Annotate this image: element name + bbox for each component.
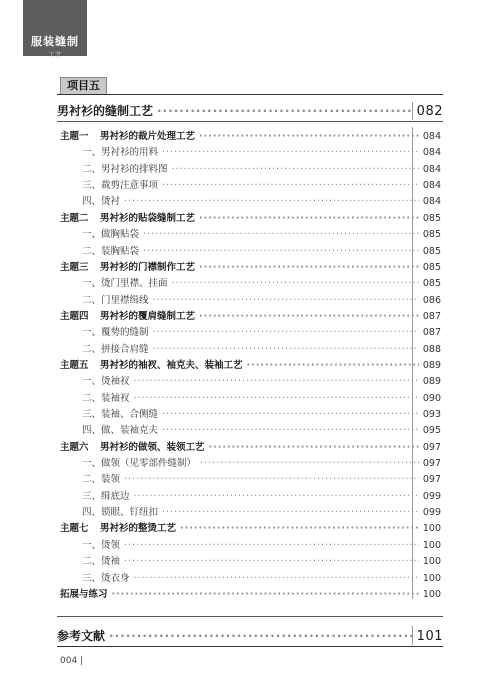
toc-entry-label: [82, 292, 149, 306]
toc-topic-entry[interactable]: [60, 259, 441, 273]
toc-entry-label: [82, 226, 139, 240]
toc-entry-page: 085: [422, 245, 441, 257]
leader-dots: [109, 629, 413, 643]
leader-dots: [199, 213, 419, 224]
toc-entry-text: 男衬衫的整烫工艺: [100, 523, 177, 535]
toc-entry-text: 二、男衬衫的排料图: [82, 163, 168, 175]
toc-topic-entry[interactable]: [60, 308, 441, 322]
toc-entry-text: 男衬衫的裁片处理工艺: [100, 131, 196, 142]
toc-entry-label: [82, 488, 130, 502]
toc-entry-page: 087: [422, 327, 441, 339]
toc-entry-label: [82, 193, 120, 207]
toc-sub-entry[interactable]: [82, 177, 441, 191]
toc-sub-entry[interactable]: [82, 243, 441, 257]
toc-entry-text: 二、拼接合肩缝: [82, 343, 149, 355]
toc-entry-label: [60, 357, 243, 371]
toc-entry-page: 097: [422, 474, 441, 486]
toc-topic-number: 主题一: [60, 131, 89, 142]
toc-entry-page: 099: [422, 507, 441, 519]
toc-topic-entry[interactable]: [60, 586, 441, 600]
page-column-separator: [412, 127, 413, 599]
toc-entry-text: 男衬衫的门襟制作工艺: [100, 261, 196, 273]
toc-entry-label: [82, 537, 120, 551]
leader-dots: [134, 393, 419, 404]
toc-entry-page: 084: [422, 196, 441, 208]
toc-entry-label: [82, 504, 158, 518]
toc-entry-label: [82, 455, 196, 469]
toc-entry-text: 一、做胸贴袋: [82, 229, 140, 241]
toc-topic-number: 主题五: [60, 359, 89, 371]
toc-entry-label: [82, 144, 158, 158]
leader-dots: [199, 311, 419, 322]
header-title: 服装缝制: [31, 35, 79, 48]
toc-entry-text: 四、锁眼、钉纽扣: [82, 507, 159, 519]
toc-entry-page: 085: [422, 261, 441, 273]
toc-entry-text: 二、烫袖: [82, 556, 121, 568]
leader-dots: [199, 131, 419, 142]
toc-sub-entry[interactable]: [82, 570, 441, 584]
divider: [57, 121, 443, 122]
toc-entry-text: 一、烫领: [82, 539, 121, 551]
toc-topic-number: 主题四: [60, 310, 89, 322]
leader-dots: [162, 409, 419, 420]
toc-topic-entry[interactable]: [60, 210, 441, 224]
toc-entry-text: 四、做、装袖克夫: [82, 425, 159, 437]
toc-entry-label: [60, 520, 176, 534]
toc-entry-page: 097: [422, 458, 441, 469]
leader-dots: [180, 523, 419, 534]
leader-dots: [124, 474, 419, 485]
toc-sub-entry[interactable]: [82, 553, 441, 567]
toc-sub-entry[interactable]: [82, 422, 441, 436]
leader-dots: [209, 442, 419, 453]
toc-entry-label: [82, 390, 130, 404]
page-column-separator: [412, 102, 413, 120]
leader-dots: [162, 507, 419, 518]
toc-main-label: 男衬衫的缝制工艺: [57, 104, 154, 118]
toc-entry-page: 089: [422, 376, 441, 388]
toc-main-label: 参考文献: [57, 629, 106, 643]
toc-entry-label: [82, 471, 120, 485]
leader-dots: [199, 262, 419, 273]
bottom-rule: [57, 646, 443, 647]
toc-entry-label: [82, 177, 158, 191]
leader-dots: [124, 196, 419, 207]
toc-entry-page: 090: [422, 392, 441, 404]
leader-dots: [143, 229, 419, 240]
toc-entry-label: [60, 259, 195, 273]
project-rule: [57, 94, 443, 95]
toc-entry-label: [82, 341, 149, 355]
toc-sub-entry[interactable]: [82, 144, 441, 158]
leader-dots: [172, 164, 419, 175]
toc-main-page: 101: [416, 629, 443, 644]
toc-entry-page: 084: [422, 147, 441, 159]
toc-entry-page: 100: [422, 556, 441, 568]
toc-entry-label: [60, 210, 195, 224]
toc-entry-page: 093: [422, 409, 441, 420]
toc-topic-entry[interactable]: [60, 128, 441, 142]
toc-entry-page: 084: [422, 163, 441, 175]
toc-entry-label: [82, 553, 120, 567]
leader-dots: [124, 556, 419, 567]
toc-entry-page: 087: [422, 310, 441, 322]
toc-entry-label: [82, 422, 158, 436]
toc-sub-entry[interactable]: [82, 226, 441, 240]
toc-topic-entry[interactable]: [60, 357, 441, 371]
toc-entry-text: 二、门里襟缉线: [82, 294, 149, 306]
toc-entry-label: [60, 586, 108, 600]
toc-sub-entry[interactable]: [82, 275, 441, 289]
leader-dots: [200, 458, 419, 469]
leader-dots: [134, 376, 419, 387]
toc-entry-text: 二、装袖衩: [82, 392, 130, 404]
page-number: 004 |: [60, 656, 84, 666]
leader-dots: [124, 540, 419, 551]
leader-dots: [153, 295, 419, 306]
toc-topic-entry[interactable]: [60, 520, 441, 534]
toc-entry-label: [82, 324, 149, 338]
toc-entry-page: 097: [422, 441, 441, 453]
toc-entry-page: 084: [422, 131, 441, 142]
toc-entry-text: 一、烫袖衩: [82, 376, 130, 388]
page-column-separator: [412, 626, 413, 645]
toc-entry-page: 085: [422, 212, 441, 224]
leader-dots: [112, 589, 419, 600]
toc-entry-text: 男衬衫的贴袋缝制工艺: [100, 212, 196, 224]
toc-entry-text: 一、做领（见零部件缝制）: [82, 458, 197, 469]
leader-dots: [162, 180, 419, 191]
toc-entry-text: 男衬衫的覆肩缝制工艺: [100, 310, 196, 322]
toc-entry-text: 四、烫衬: [82, 196, 121, 208]
toc-entry-text: 拓展与练习: [60, 588, 108, 600]
leader-dots: [162, 425, 419, 436]
toc-entry-page: 100: [422, 539, 441, 551]
toc-entry-text: 一、男衬衫的用料: [82, 147, 159, 159]
toc-entry-page: 085: [422, 229, 441, 241]
toc-entry-page: 100: [422, 572, 441, 584]
leader-dots: [247, 360, 419, 371]
toc-entry-text: 男衬衫的做领、装领工艺: [100, 441, 205, 453]
toc-entry-label: [60, 439, 205, 453]
toc-entry-page: 100: [422, 523, 441, 535]
toc-topic-entry[interactable]: [60, 439, 441, 453]
header-tab: [23, 0, 87, 59]
toc-entry-page: 095: [422, 425, 441, 437]
leader-dots: [153, 327, 419, 338]
toc-entry-page: 086: [422, 294, 441, 306]
toc-entry-label: [82, 161, 168, 175]
toc-main-entry[interactable]: [57, 102, 443, 119]
toc-entry-page: 088: [422, 343, 441, 355]
toc-sub-entry[interactable]: [82, 341, 441, 355]
toc-sub-entry[interactable]: [82, 455, 441, 469]
toc-topic-number: 主题六: [60, 441, 89, 453]
toc-main-page: 082: [416, 104, 443, 119]
toc-sub-entry[interactable]: [82, 471, 441, 485]
toc-entry-label: [82, 243, 139, 257]
toc-entry-page: 084: [422, 180, 441, 192]
project-label: 项目五: [60, 77, 107, 95]
toc-sub-entry[interactable]: [82, 488, 441, 502]
header-subtitle: 工艺: [48, 51, 62, 59]
divider: [57, 616, 443, 617]
toc-topic-number: 主题二: [60, 212, 89, 224]
toc-sub-entry[interactable]: [82, 504, 441, 518]
toc-sub-entry[interactable]: [82, 373, 441, 387]
leader-dots: [153, 344, 419, 355]
toc-entry-label: [60, 128, 195, 142]
toc-entry-text: 三、裁剪注意事项: [82, 180, 159, 192]
toc-entry-label: [82, 570, 130, 584]
toc-sub-entry[interactable]: [82, 161, 441, 175]
toc-entry-page: 099: [422, 490, 441, 502]
toc-entry-page: 100: [422, 588, 441, 600]
toc-entry-page: 089: [422, 359, 441, 371]
toc-entry-text: 二、装胸贴袋: [82, 245, 140, 257]
toc-entry-label: [82, 373, 130, 387]
toc-entry-label: [82, 275, 168, 289]
toc-entry-page: 085: [422, 278, 441, 290]
toc-sub-entry[interactable]: [82, 390, 441, 404]
toc-sub-entry[interactable]: [82, 406, 441, 420]
leader-dots: [157, 104, 413, 118]
toc-sub-entry[interactable]: [82, 193, 441, 207]
toc-topic-number: 主题七: [60, 523, 89, 535]
toc-entry-text: 二、装领: [82, 474, 121, 486]
toc-main-entry[interactable]: [57, 627, 443, 644]
leader-dots: [134, 573, 419, 584]
toc-entry-text: 三、装袖、合侧缝: [82, 409, 159, 420]
leader-dots: [143, 246, 419, 257]
toc-entry-label: [60, 308, 195, 322]
toc-entry-text: 男衬衫的袖衩、袖克夫、装袖工艺: [100, 359, 243, 371]
toc-sub-entry[interactable]: [82, 537, 441, 551]
toc-topic-number: 主题三: [60, 261, 89, 273]
toc-entry-text: 一、覆势的缝制: [82, 327, 149, 339]
toc-sub-entry[interactable]: [82, 324, 441, 338]
toc-entry-label: [82, 406, 158, 420]
toc-entry-text: 三、烫衣身: [82, 572, 130, 584]
toc-entry-text: 三、缉底边: [82, 490, 130, 502]
leader-dots: [134, 491, 419, 502]
leader-dots: [172, 278, 419, 289]
leader-dots: [162, 147, 419, 158]
toc-sub-entry[interactable]: [82, 292, 441, 306]
toc-entry-text: 一、烫门里襟、挂面: [82, 278, 168, 290]
